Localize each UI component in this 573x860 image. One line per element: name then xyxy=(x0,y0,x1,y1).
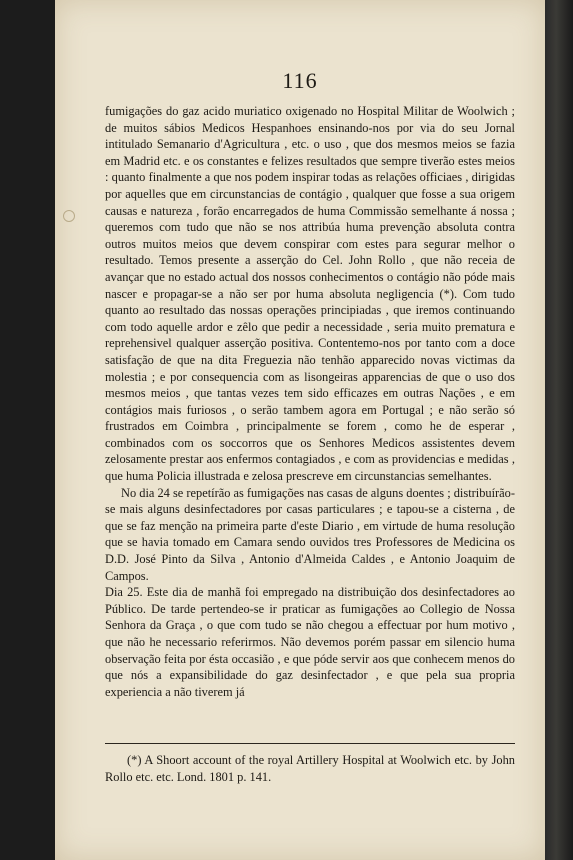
footnote-divider xyxy=(105,743,515,744)
book-gutter xyxy=(545,0,573,860)
body-text xyxy=(105,103,515,700)
paragraph-dia-24: No dia 24 se repetírão as fumigações nas casas de alguns doentes ; distribuírão-se mais alguns desinfectadores por casas particulares ; e tapou-se a cisterna , de que se faz menção na primeira parte d'este Diario , em virtude de huma resolução que se havia tomado em Camara sendo ouvidos tres Professores de Medicina os D.D. José Pinto da Silva , Antonio d'Almeida Caldes , e Antonio Joaquim de Campos. xyxy=(105,485,515,583)
paper-stain xyxy=(63,210,75,222)
footnote: (*) A Shoort account of the royal Artillery Hospital at Woolwich etc. by John Rollo etc. etc. Lond. 1801 p. 141. xyxy=(105,753,515,784)
paragraph-dia-25: Dia 25. Este dia de manhã foi empregado na distribuição dos desinfectadores ao Público. De tarde pertendeo-se ir praticar as fumigações ao Collegio de Nossa Senhora da Graça , o que com tudo se não chegou a effectuar por hum motivo , que não he necessario referirmos. Não devemos porém passar em silencio huma observação feita por ésta occasião , e que póde servir aos que conhecem menos do que nós a expansibilidade do gaz desinfectador , e que pela sua propria experiencia a não tiverem já xyxy=(105,585,515,699)
book-page xyxy=(55,0,545,860)
paragraph-continuation: fumigações do gaz acido muriatico oxigenado no Hospital Militar de Woolwich ; de muitos sábios Medicos Hespanhoes ensinando-nos por via do seu Jornal intitulado Semanario d'Agricultura , etc. o uso , que dos mesmos meios se fazia em Madrid etc. e os constantes e felizes resultados que sempre tiverão estes meios : quanto finalmente a que nos podem inspirar todas as relações officiaes , dirigidas por aquelles que em circunstancias de contágio , qualquer que fosse a sua origem causas e natureza , forão encarregados de huma Commissão semelhante á nossa ; queremos com tudo que não se nos attribúa huma prevenção absoluta contra outros muitos meios que devem conspirar com estes para segurar melhor o resultado. Temos presente a asserção do Cel. John Rollo , que não receia de avançar que no estado actual dos nossos conhecimentos o contágio não póde mais nascer e propagar-se a não ser por huma absoluta negligencia (*). Com tudo quanto ao resultado das nossas operações principiadas , que iremos continuando com todo aquelle ardor e zêlo que pedir a necessidade , seria muito prematura e reprehensivel qualquer asserção positiva. Contentemo-nos por tanto com a doce satisfação de que na dita Freguezia não tenhão apparecido novas victimas da molestia ; e por consequencia com as lisongeiras apparencias de que o uso dos mesmos meios , que tantas vezes tem sido efficazes em outras Nações , e em contágios mais furiosos , o serão tambem agora em Portugal ; e não serão só frustrados em Coimbra , principalmente se forem , como he de esperar , combinados com os soccorros que os Senhores Medicos assistentes devem zelosamente prestar aos enfermos contagiados , e com as providencias e medidas , que huma Policia illustrada e zelosa prescreve em circunstancias semelhantes. xyxy=(105,104,515,484)
page-number: 116 xyxy=(282,68,318,93)
